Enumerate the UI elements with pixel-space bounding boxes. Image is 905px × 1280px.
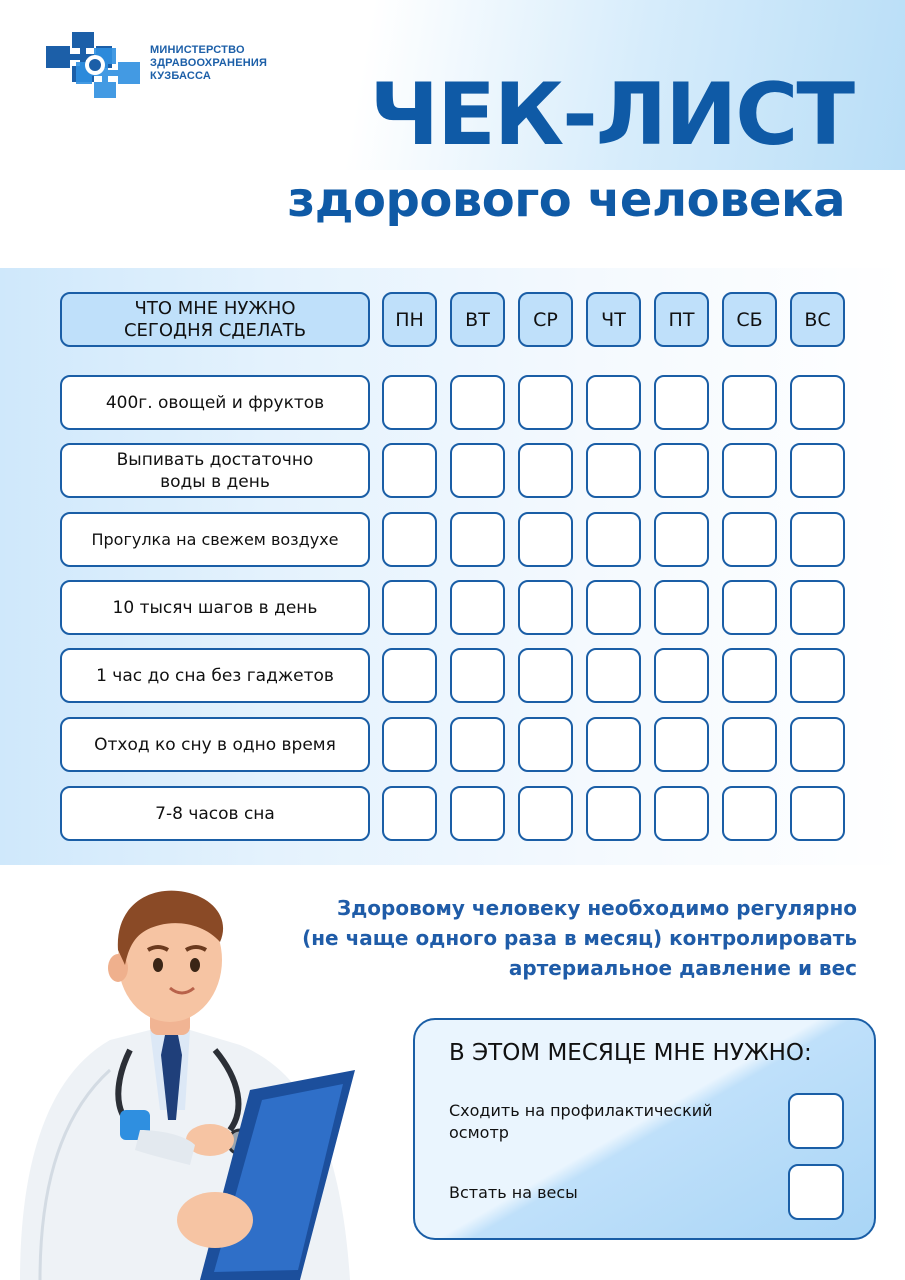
task-label-line: Прогулка на свежем воздухе [91,529,339,549]
monthly-checkbox-checkup[interactable] [788,1093,844,1149]
checkbox-task5-wed[interactable] [518,648,573,703]
checkbox-task4-fri[interactable] [654,580,709,635]
advice-line: Здоровому человеку необходимо регулярно [336,896,857,920]
checkbox-task1-wed[interactable] [518,375,573,430]
monthly-title: В ЭТОМ МЕСЯЦЕ МНЕ НУЖНО: [449,1040,812,1066]
task-label-line: Выпивать достаточно [116,449,314,470]
checkbox-task6-sun[interactable] [790,717,845,772]
checkbox-task2-sun[interactable] [790,443,845,498]
page-subtitle: здорового человека [287,172,845,228]
checkbox-task5-sat[interactable] [722,648,777,703]
task-label-line: 400г. овощей и фруктов [105,392,325,413]
monthly-checkbox-weigh[interactable] [788,1164,844,1220]
page-title: ЧЕК-ЛИСТ [369,65,853,165]
checkbox-task5-tue[interactable] [450,648,505,703]
checkbox-task5-sun[interactable] [790,648,845,703]
day-header-mon: ПН [382,292,437,347]
monthly-checklist [413,1018,876,1240]
task-header-line: ЧТО МНЕ НУЖНО [134,297,296,319]
day-header-fri: ПТ [654,292,709,347]
checkbox-task3-sun[interactable] [790,512,845,567]
day-header-tue: ВТ [450,292,505,347]
checkbox-task7-thu[interactable] [586,786,641,841]
checkbox-task6-thu[interactable] [586,717,641,772]
checkbox-task4-sun[interactable] [790,580,845,635]
ministry-name-line: ЗДРАВООХРАНЕНИЯ [150,57,268,69]
checkbox-task1-thu[interactable] [586,375,641,430]
ministry-logo [46,30,276,100]
checkbox-task2-thu[interactable] [586,443,641,498]
checkbox-task3-wed[interactable] [518,512,573,567]
checkbox-task7-wed[interactable] [518,786,573,841]
day-header-sun: ВС [790,292,845,347]
ministry-name [150,44,267,83]
advice-line: артериальное давление и вес [508,956,857,980]
checkbox-task2-fri[interactable] [654,443,709,498]
monthly-item-weigh [449,1182,769,1204]
task-label-line: 1 час до сна без гаджетов [96,665,334,686]
task-label-line: воды в день [160,471,270,492]
monthly-item-line: Встать на весы [449,1183,578,1202]
checkbox-task7-sun[interactable] [790,786,845,841]
checkbox-task5-fri[interactable] [654,648,709,703]
checkbox-task6-sat[interactable] [722,717,777,772]
task-label-line: 10 тысяч шагов в день [112,597,318,618]
checkbox-task6-fri[interactable] [654,717,709,772]
ministry-name-line: МИНИСТЕРСТВО [150,44,245,56]
checkbox-task4-thu[interactable] [586,580,641,635]
checkbox-task6-wed[interactable] [518,717,573,772]
task-bedtime [60,717,370,772]
checkbox-task1-sun[interactable] [790,375,845,430]
checkbox-task3-fri[interactable] [654,512,709,567]
task-water [60,443,370,498]
checkbox-task3-thu[interactable] [586,512,641,567]
task-walk [60,512,370,567]
task-label-line: 7-8 часов сна [155,803,275,824]
checkbox-task3-tue[interactable] [450,512,505,567]
checkbox-task7-tue[interactable] [450,786,505,841]
task-steps [60,580,370,635]
advice-text [297,893,857,983]
task-no-gadgets [60,648,370,703]
task-sleep-hours [60,786,370,841]
checkbox-task2-mon[interactable] [382,443,437,498]
checkbox-task1-mon[interactable] [382,375,437,430]
checkbox-task3-sat[interactable] [722,512,777,567]
checkbox-task4-mon[interactable] [382,580,437,635]
checkbox-task6-mon[interactable] [382,717,437,772]
checkbox-task2-sat[interactable] [722,443,777,498]
task-vegetables [60,375,370,430]
day-header-wed: СР [518,292,573,347]
checkbox-task1-sat[interactable] [722,375,777,430]
ministry-name-line: КУЗБАССА [150,70,212,82]
day-header-thu: ЧТ [586,292,641,347]
monthly-item-line: осмотр [449,1123,509,1142]
checkbox-task2-wed[interactable] [518,443,573,498]
task-header-line: СЕГОДНЯ СДЕЛАТЬ [123,319,307,341]
checkbox-task5-thu[interactable] [586,648,641,703]
checkbox-task6-tue[interactable] [450,717,505,772]
checkbox-task1-tue[interactable] [450,375,505,430]
checkbox-task5-mon[interactable] [382,648,437,703]
task-label-line: Отход ко сну в одно время [94,734,336,755]
checkbox-task4-sat[interactable] [722,580,777,635]
checkbox-task2-tue[interactable] [450,443,505,498]
advice-line: (не чаще одного раза в месяц) контролировать [302,926,857,950]
checkbox-task7-mon[interactable] [382,786,437,841]
day-header-sat: СБ [722,292,777,347]
medical-cross-logo-icon [46,30,142,100]
doctor-with-clipboard-illustration [0,880,380,1280]
checkbox-task4-wed[interactable] [518,580,573,635]
monthly-item-line: Сходить на профилактический [449,1101,713,1120]
monthly-item-checkup [449,1100,769,1144]
checkbox-task7-fri[interactable] [654,786,709,841]
checkbox-task1-fri[interactable] [654,375,709,430]
checkbox-task4-tue[interactable] [450,580,505,635]
checkbox-task7-sat[interactable] [722,786,777,841]
task-column-header [60,292,370,347]
checkbox-task3-mon[interactable] [382,512,437,567]
